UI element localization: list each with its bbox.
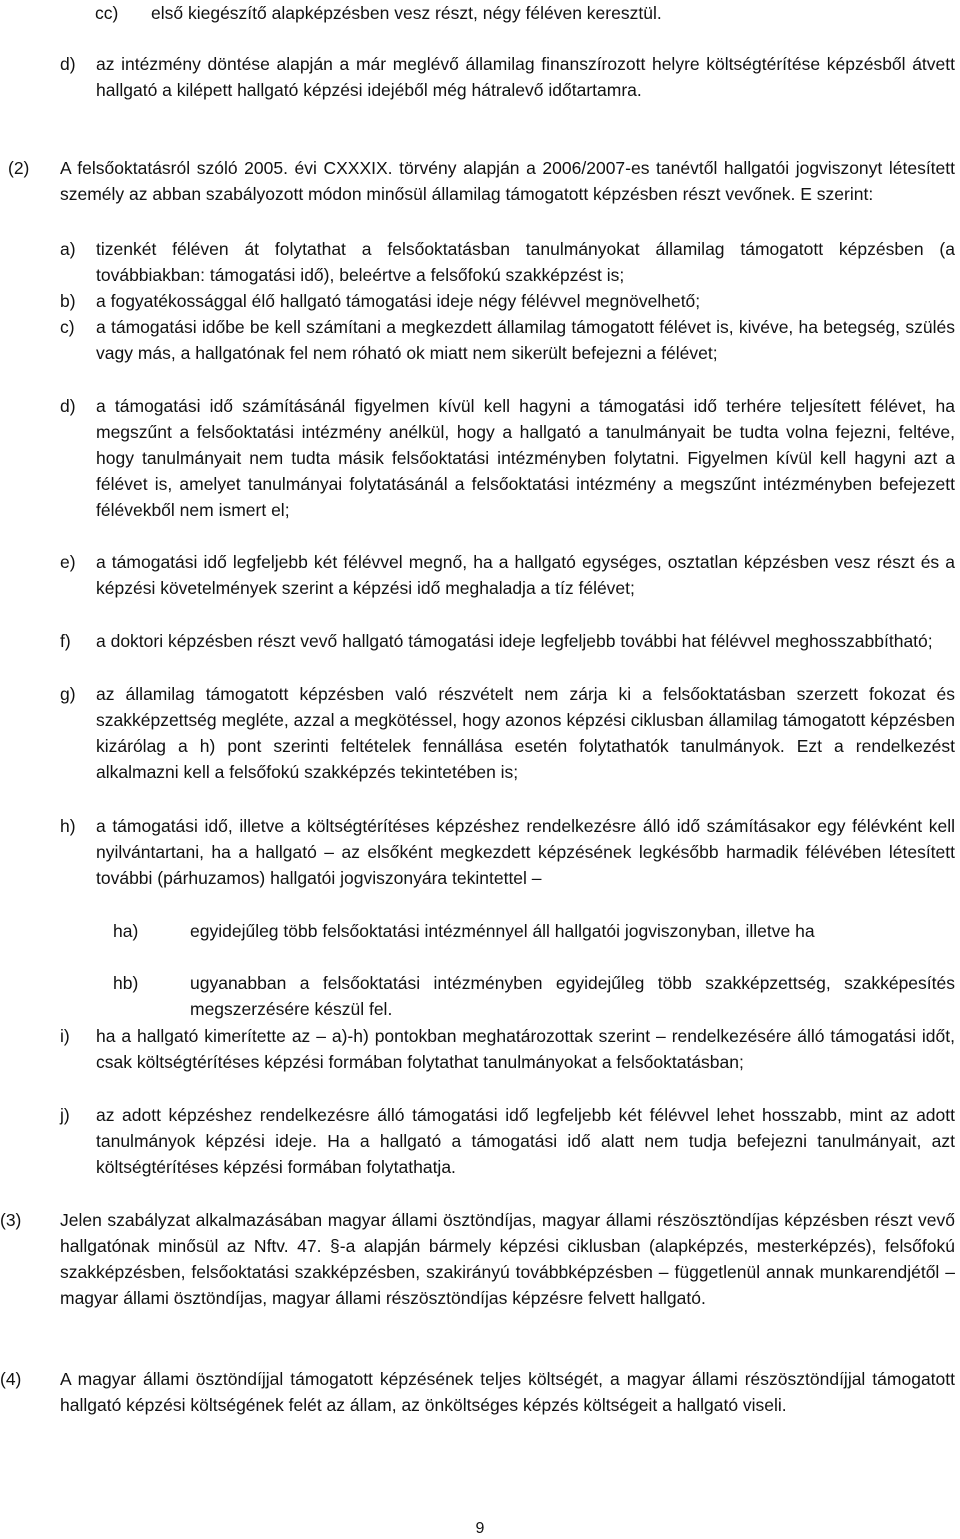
- paragraph-label: (2): [8, 158, 30, 178]
- paragraph-label: (3): [0, 1210, 22, 1230]
- list-label: d): [60, 396, 76, 416]
- list-label: e): [60, 552, 76, 572]
- list-label: f): [60, 631, 71, 651]
- paragraph-text: Jelen szabályzat alkalmazásában magyar állami ösztöndíjas, magyar állami részösztöndíjas képzésben részt vevő hallgatónak minősül az Nftv. 47. §-a alapján bármely képzési ciklusban (alapképzés, mesterképzés), felsőfokú szakképzésben, felsőoktatási szakképzésben, szakirányú továbbképzésben – függetlenül annak munkarendjétől – magyar állami ösztöndíjas, magyar állami részösztöndíjas képzésre felvett hallgató.: [60, 1210, 955, 1308]
- list-text: egyidejűleg több felsőoktatási intézménnyel áll hallgatói jogviszonyban, illetve ha: [190, 921, 815, 941]
- list-text: az intézmény döntése alapján a már meglévő államilag finanszírozott helyre költségtérítése képzésből átvett hallgató a kilépett hallgató képzési idejéből még hátralevő időtartamra.: [96, 54, 955, 100]
- list-text: a támogatási időbe be kell számítani a megkezdett államilag támogatott félévet is, kivéve, ha betegség, szülés vagy más, a hallgatónak fel nem róható ok miatt nem sikerült befejezni a félévet;: [96, 317, 955, 363]
- list-item-cc: [95, 0, 955, 26]
- list-item-a: [60, 236, 955, 288]
- list-text: a doktori képzésben részt vevő hallgató támogatási ideje legfeljebb további hat félévvel meghosszabbítható;: [96, 631, 933, 651]
- list-item-f: [60, 628, 955, 654]
- paragraph-label: (4): [0, 1369, 22, 1389]
- list-item-h: [60, 813, 955, 891]
- list-label: g): [60, 684, 76, 704]
- list-item-i: [60, 1023, 955, 1075]
- list-item-d-top: [60, 51, 955, 103]
- list-label: c): [60, 317, 75, 337]
- list-label: j): [60, 1105, 70, 1125]
- list-label: cc): [95, 3, 119, 23]
- list-item-b: [60, 288, 955, 314]
- list-item-hb: [113, 970, 955, 1022]
- paragraph-4: [0, 1366, 955, 1418]
- paragraph-text: A felsőoktatásról szóló 2005. évi CXXXIX. törvény alapján a 2006/2007-es tanévtől hallgatói jogviszonyt létesített személy az abban szabályozott módon minősül államilag támogatott képzésben részt vevőnek. E szerint:: [60, 158, 955, 204]
- list-text: ugyanabban a felsőoktatási intézményben egyidejűleg több szakképzettség, szakképesítés megszerzésére készül fel.: [190, 973, 955, 1019]
- list-text: a támogatási idő legfeljebb két félévvel megnő, ha a hallgató egységes, osztatlan képzésben vesz részt és a képzési követelmények szerint a képzési idő meghaladja a tíz félévet;: [96, 552, 955, 598]
- list-text: a támogatási idő, illetve a költségtérítéses képzéshez rendelkezésre álló idő számításakor egy félévként kell nyilvántartani, ha a hallgató – az elsőként megkezdett képzésének legkésőbb harmadik félévében létesített további (párhuzamos) hallgatói jogviszonyára tekintettel –: [96, 816, 955, 888]
- list-item-d: [60, 393, 955, 523]
- paragraph-text: A magyar állami ösztöndíjjal támogatott képzésének teljes költségét, a magyar állami részösztöndíjjal támogatott hallgató képzési költségének felét az állam, az önköltséges képzés költségeit a hallgató viseli.: [60, 1369, 955, 1415]
- paragraph-2-intro: [8, 155, 955, 207]
- list-item-c: [60, 314, 955, 366]
- list-label: a): [60, 239, 76, 259]
- list-text: az adott képzéshez rendelkezésre álló támogatási idő legfeljebb két félévvel lehet hosszabb, mint az adott tanulmányok képzési ideje. Ha a hallgató a támogatási idő alatt nem tudja befejezni tanulmányait, azt költségtérítéses képzési formában folytathatja.: [96, 1105, 955, 1177]
- list-text: első kiegészítő alapképzésben vesz részt, négy féléven keresztül.: [151, 3, 662, 23]
- list-item-g: [60, 681, 955, 785]
- page-number: 9: [475, 1520, 485, 1537]
- list-label: b): [60, 291, 76, 311]
- list-text: az államilag támogatott képzésben való részvételt nem zárja ki a felsőoktatásban szerzett fokozat és szakképzettség megléte, azzal a megkötéssel, hogy azonos képzési ciklusban államilag támogatott képzésben kizárólag a h) pont szerinti feltételek fennállása esetén folytathatók tanulmányok. Ezt a rendelkezést alkalmazni kell a felsőfokú szakképzés tekintetében is;: [96, 684, 955, 782]
- list-label: h): [60, 816, 76, 836]
- list-label: i): [60, 1026, 70, 1046]
- list-item-j: [60, 1102, 955, 1180]
- list-item-e: [60, 549, 955, 601]
- list-item-ha: [113, 918, 955, 944]
- list-text: a fogyatékossággal élő hallgató támogatási ideje négy félévvel megnövelhető;: [96, 291, 701, 311]
- list-text: tizenkét féléven át folytathat a felsőoktatásban tanulmányokat államilag támogatott képzésben (a továbbiakban: támogatási idő), beleértve a felsőfokú szakképzést is;: [96, 239, 955, 285]
- list-text: ha a hallgató kimerítette az – a)-h) pontokban meghatározottak szerint – rendelkezésére álló támogatási időt, csak költségtérítéses képzési formában folytathat tanulmányokat a felsőoktatásban;: [96, 1026, 955, 1072]
- list-text: a támogatási idő számításánál figyelmen kívül kell hagyni a támogatási idő terhére teljesített félévet, ha megszűnt a felsőoktatási intézmény anélkül, hogy a hallgató a tanulmányait be tudta volna fejezni, feltéve, hogy tanulmányait nem tudta másik felsőoktatási intézményben folytatni. Figyelmen kívül kell hagyni azt a félévet is, amelyet tanulmányai folytatásánál a felsőoktatási intézmény a megszűnt intézményben befejezett félévekből nem ismert el;: [96, 396, 955, 520]
- list-label: d): [60, 54, 76, 74]
- list-label: ha): [113, 921, 139, 941]
- list-label: hb): [113, 973, 139, 993]
- paragraph-3: [0, 1207, 955, 1311]
